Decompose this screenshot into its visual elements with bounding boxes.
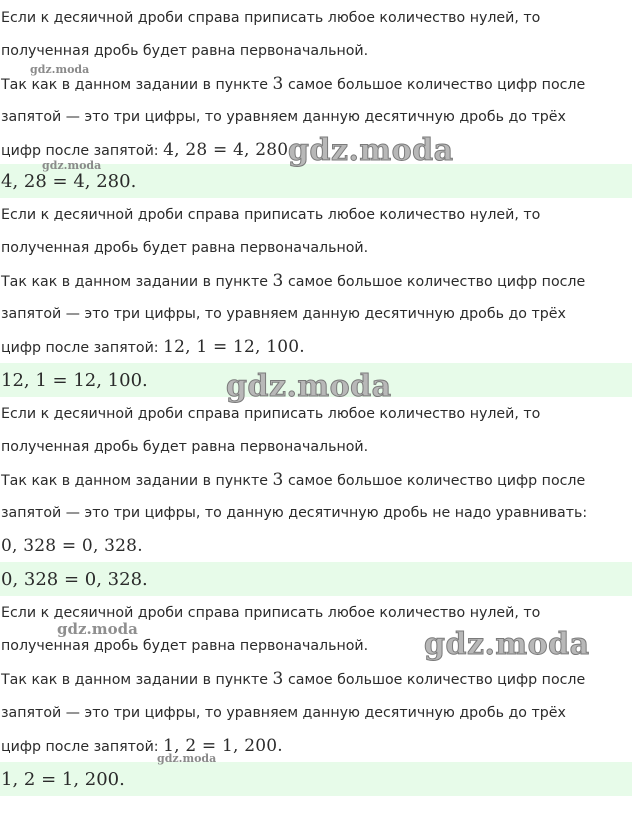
watermark-logo: gdz.moda (157, 752, 217, 765)
watermark-logo: gdz.moda (288, 133, 454, 168)
text-line: запятой — это три цифры, то уравняем данную десятичную дробь до трёх (1, 705, 566, 721)
text-fragment: цифр после запятой: (1, 739, 164, 755)
text-line: Если к десяичной дроби справа приписать любое количество нулей, то (1, 207, 541, 223)
text-line (0, 74, 632, 95)
math-expression: 4, 28 = 4, 280. (163, 140, 294, 160)
text-fragment: Так как в данном задании в пункте (1, 77, 273, 93)
math-number: 3 (272, 271, 284, 291)
text-line: Если к десяичной дроби справа приписать любое количество нулей, то (1, 605, 541, 621)
watermark-logo: gdz.moda (424, 627, 590, 662)
answer-box (0, 762, 632, 796)
text-line: Если к десяичной дроби справа приписать любое количество нулей, то (1, 406, 541, 422)
watermark-logo: gdz.moda (57, 620, 138, 638)
text-line (0, 536, 632, 557)
text-line: запятой — это три цифры, то уравняем данную десятичную дробь до трёх (1, 306, 566, 322)
math-number: 3 (272, 669, 284, 689)
text-fragment: Так как в данном задании в пункте (1, 672, 273, 688)
text-fragment: цифр после запятой: (1, 340, 164, 356)
answer-expression: 1, 2 = 1, 200. (1, 768, 125, 790)
math-expression: 12, 1 = 12, 100. (163, 337, 305, 357)
text-fragment: самое большое количество цифр после (283, 473, 586, 489)
text-fragment: самое большое количество цифр после (283, 672, 586, 688)
text-fragment: Так как в данном задании в пункте (1, 473, 273, 489)
text-line: полученная дробь будет равна первоначальной. (1, 43, 369, 59)
text-line: полученная дробь будет равна первоначальной. (1, 439, 369, 455)
answer-expression: 0, 328 = 0, 328. (1, 568, 148, 590)
answer-box (0, 562, 632, 596)
text-line: запятой — это три цифры, то уравняем данную десятичную дробь до трёх (1, 109, 566, 125)
text-fragment: цифр после запятой: (1, 143, 164, 159)
math-expression: 1, 2 = 1, 200. (163, 736, 283, 756)
text-line (0, 736, 632, 757)
text-line: полученная дробь будет равна первоначальной. (1, 240, 369, 256)
math-number: 3 (272, 74, 284, 94)
text-line (0, 470, 632, 491)
answer-expression: 4, 28 = 4, 280. (1, 170, 137, 192)
text-line: запятой — это три цифры, то данную десятичную дробь не надо уравнивать: (1, 505, 588, 521)
answer-expression: 12, 1 = 12, 100. (1, 369, 148, 391)
watermark-logo: gdz.moda (42, 159, 102, 172)
text-fragment: самое большое количество цифр после (283, 77, 586, 93)
text-line (0, 337, 632, 358)
math-number: 3 (272, 470, 284, 490)
text-line: полученная дробь будет равна первоначальной. (1, 638, 369, 654)
text-line: Если к десяичной дроби справа приписать любое количество нулей, то (1, 10, 541, 26)
text-line (0, 271, 632, 292)
text-fragment: Так как в данном задании в пункте (1, 274, 273, 290)
watermark-logo: gdz.moda (226, 369, 392, 404)
watermark-logo: gdz.moda (30, 63, 90, 76)
text-fragment: самое большое количество цифр после (283, 274, 586, 290)
math-expression: 0, 328 = 0, 328. (1, 536, 143, 556)
text-line (0, 669, 632, 690)
